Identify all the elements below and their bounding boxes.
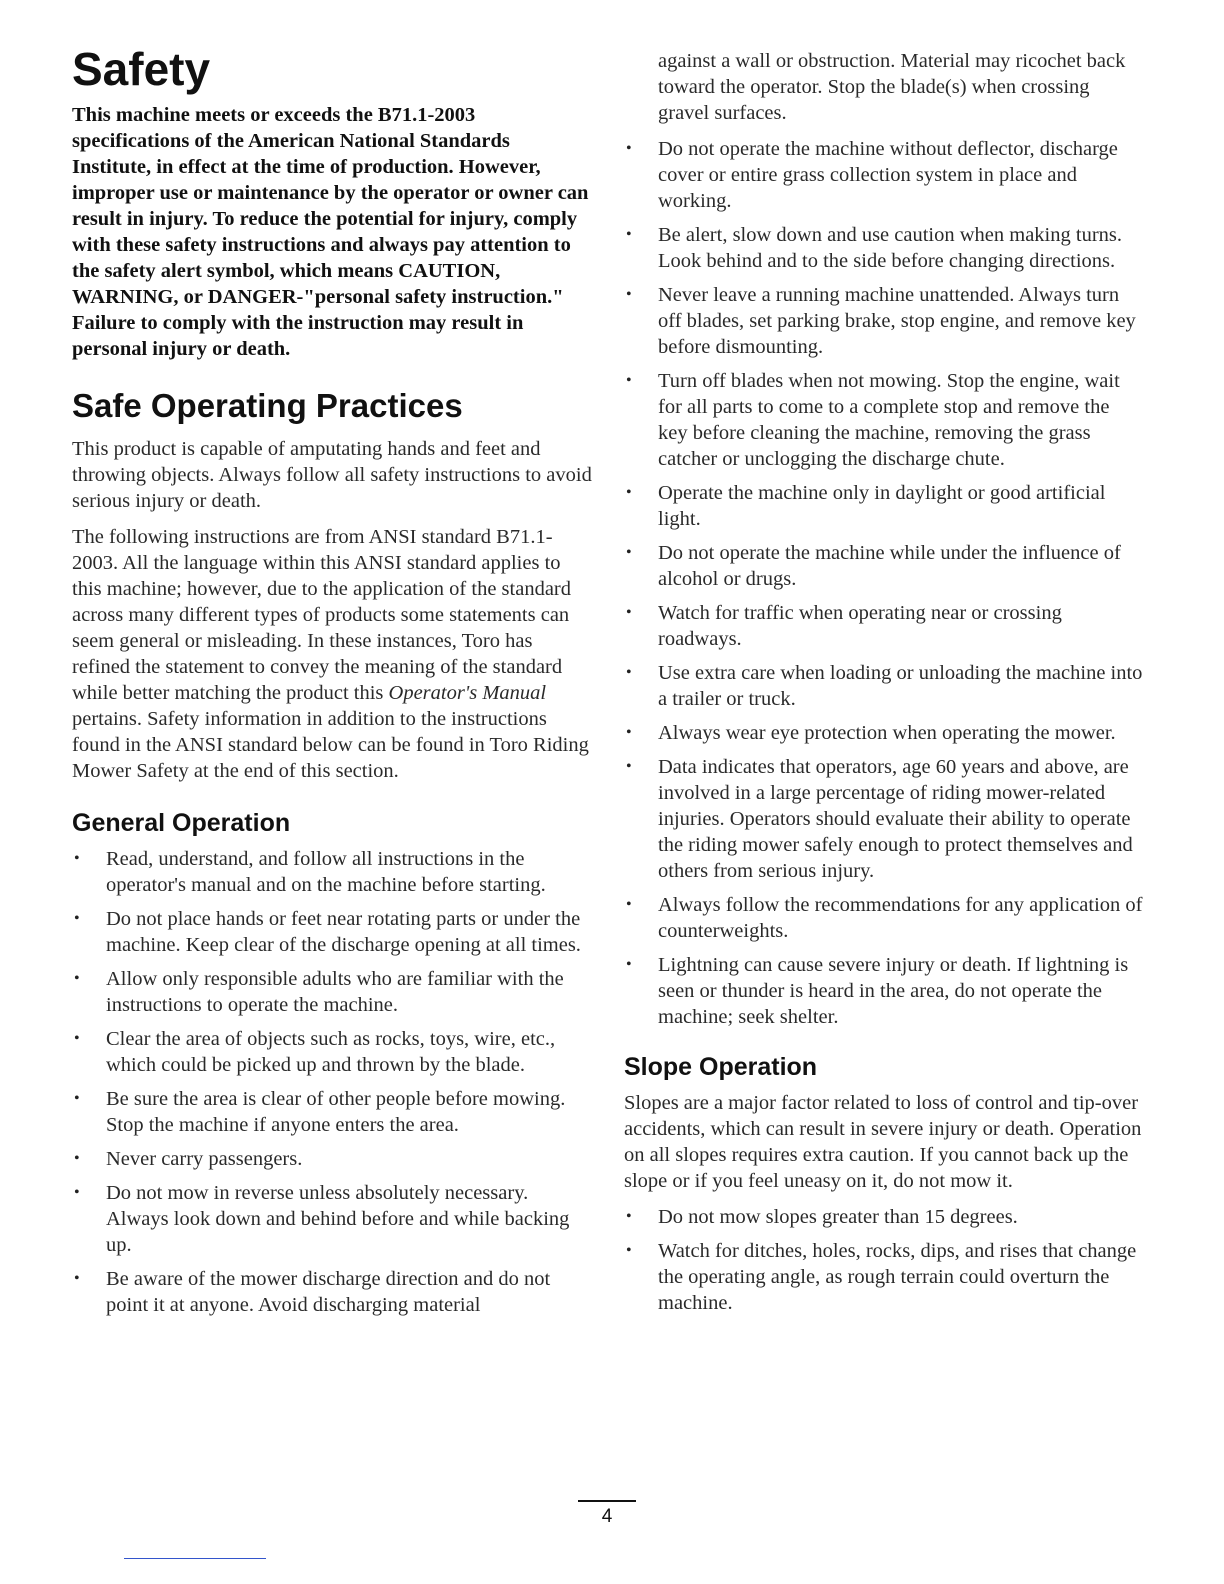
safe-operating-practices-heading: Safe Operating Practices <box>72 387 463 424</box>
left-column <box>72 42 592 1326</box>
list-item: • Always wear eye protection when operating the mower. <box>624 720 1144 746</box>
list-item: • Do not mow in reverse unless absolutely necessary. Always look down and behind before and while backing up. <box>72 1180 592 1258</box>
list-item: • Do not place hands or feet near rotating parts or under the machine. Keep clear of the discharge opening at all times. <box>72 906 592 958</box>
practices-paragraph-2-start: The following instructions are from ANSI standard B71.1-2003. All the language within this ANSI standard applies to this machine; however, due to the application of the standard across many different types of products some statements can seem general or misleading. In these instances, Toro has refined the statement to convey the meaning of the standard while better matching the product this <box>72 526 571 704</box>
list-item: • Allow only responsible adults who are familiar with the instructions to operate the machine. <box>72 966 592 1018</box>
practices-paragraph-2 <box>72 524 592 784</box>
safety-intro: This machine meets or exceeds the B71.1-2003 specifications of the American National Standards Institute, in effect at the time of production. However, improper use or maintenance by the operator or owner can result in injury. To reduce the potential for injury, comply with these safety instructions and always pay attention to the safety alert symbol, which means CAUTION, WARNING, or DANGER-"personal safety instruction." Failure to comply with the instruction may result in personal injury or death. <box>72 104 589 360</box>
list-item: • Do not mow slopes greater than 15 degrees. <box>624 1204 1144 1230</box>
general-operation-list-continued <box>624 136 1144 1030</box>
general-operation-list <box>72 846 592 1318</box>
list-item: • Be sure the area is clear of other people before mowing. Stop the machine if anyone enters the area. <box>72 1086 592 1138</box>
right-column <box>624 48 1144 1324</box>
slope-operation-list <box>624 1204 1144 1316</box>
list-item: • Operate the machine only in daylight or good artificial light. <box>624 480 1144 532</box>
list-item: • Do not operate the machine without deflector, discharge cover or entire grass collection system in place and working. <box>624 136 1144 214</box>
list-item: • Clear the area of objects such as rocks, toys, wire, etc., which could be picked up and thrown by the blade. <box>72 1026 592 1078</box>
list-item: • Data indicates that operators, age 60 years and above, are involved in a large percentage of riding mower-related injuries. Operators should evaluate their ability to operate the riding mower safely enough to protect themselves and others from serious injury. <box>624 754 1144 884</box>
list-item: • Use extra care when loading or unloading the machine into a trailer or truck. <box>624 660 1144 712</box>
manual-title-italic: Operator's Manual <box>388 682 547 704</box>
continued-item-text: against a wall or obstruction. Material may ricochet back toward the operator. Stop the blade(s) when crossing gravel surfaces. <box>658 50 1126 124</box>
list-item: • Watch for traffic when operating near or crossing roadways. <box>624 600 1144 652</box>
bottom-divider <box>124 1558 266 1559</box>
list-item: • Lightning can cause severe injury or death. If lightning is seen or thunder is heard in the area, do not operate the machine; seek shelter. <box>624 952 1144 1030</box>
list-item: • Be aware of the mower discharge direction and do not point it at anyone. Avoid discharging material <box>72 1266 592 1318</box>
list-item: • Turn off blades when not mowing. Stop the engine, wait for all parts to come to a complete stop and remove the key before cleaning the machine, removing the grass catcher or unclogging the discharge chute. <box>624 368 1144 472</box>
list-item: • Never carry passengers. <box>72 1146 592 1172</box>
practices-paragraph-1: This product is capable of amputating hands and feet and throwing objects. Always follow all safety instructions to avoid serious injury or death. <box>72 438 592 512</box>
general-operation-heading: General Operation <box>72 809 291 837</box>
page-number: 4 <box>601 1506 613 1527</box>
page-number-rule <box>578 1500 636 1502</box>
practices-paragraph-2-end: pertains. Safety information in addition to the instructions found in the ANSI standard below can be found in Toro Riding Mower Safety at the end of this section. <box>72 708 589 782</box>
list-item: • Do not operate the machine while under the influence of alcohol or drugs. <box>624 540 1144 592</box>
slope-operation-heading: Slope Operation <box>624 1053 818 1081</box>
list-item: • Be alert, slow down and use caution when making turns. Look behind and to the side before changing directions. <box>624 222 1144 274</box>
list-item: • Never leave a running machine unattended. Always turn off blades, set parking brake, stop engine, and remove key before dismounting. <box>624 282 1144 360</box>
list-item: • Read, understand, and follow all instructions in the operator's manual and on the machine before starting. <box>72 846 592 898</box>
page-title: Safety <box>72 43 211 95</box>
list-item: • Watch for ditches, holes, rocks, dips, and rises that change the operating angle, as rough terrain could overturn the machine. <box>624 1238 1144 1316</box>
list-item: • Always follow the recommendations for any application of counterweights. <box>624 892 1144 944</box>
slope-intro: Slopes are a major factor related to loss of control and tip-over accidents, which can result in severe injury or death. Operation on all slopes requires extra caution. If you cannot back up the slope or if you feel uneasy on it, do not mow it. <box>624 1092 1142 1192</box>
